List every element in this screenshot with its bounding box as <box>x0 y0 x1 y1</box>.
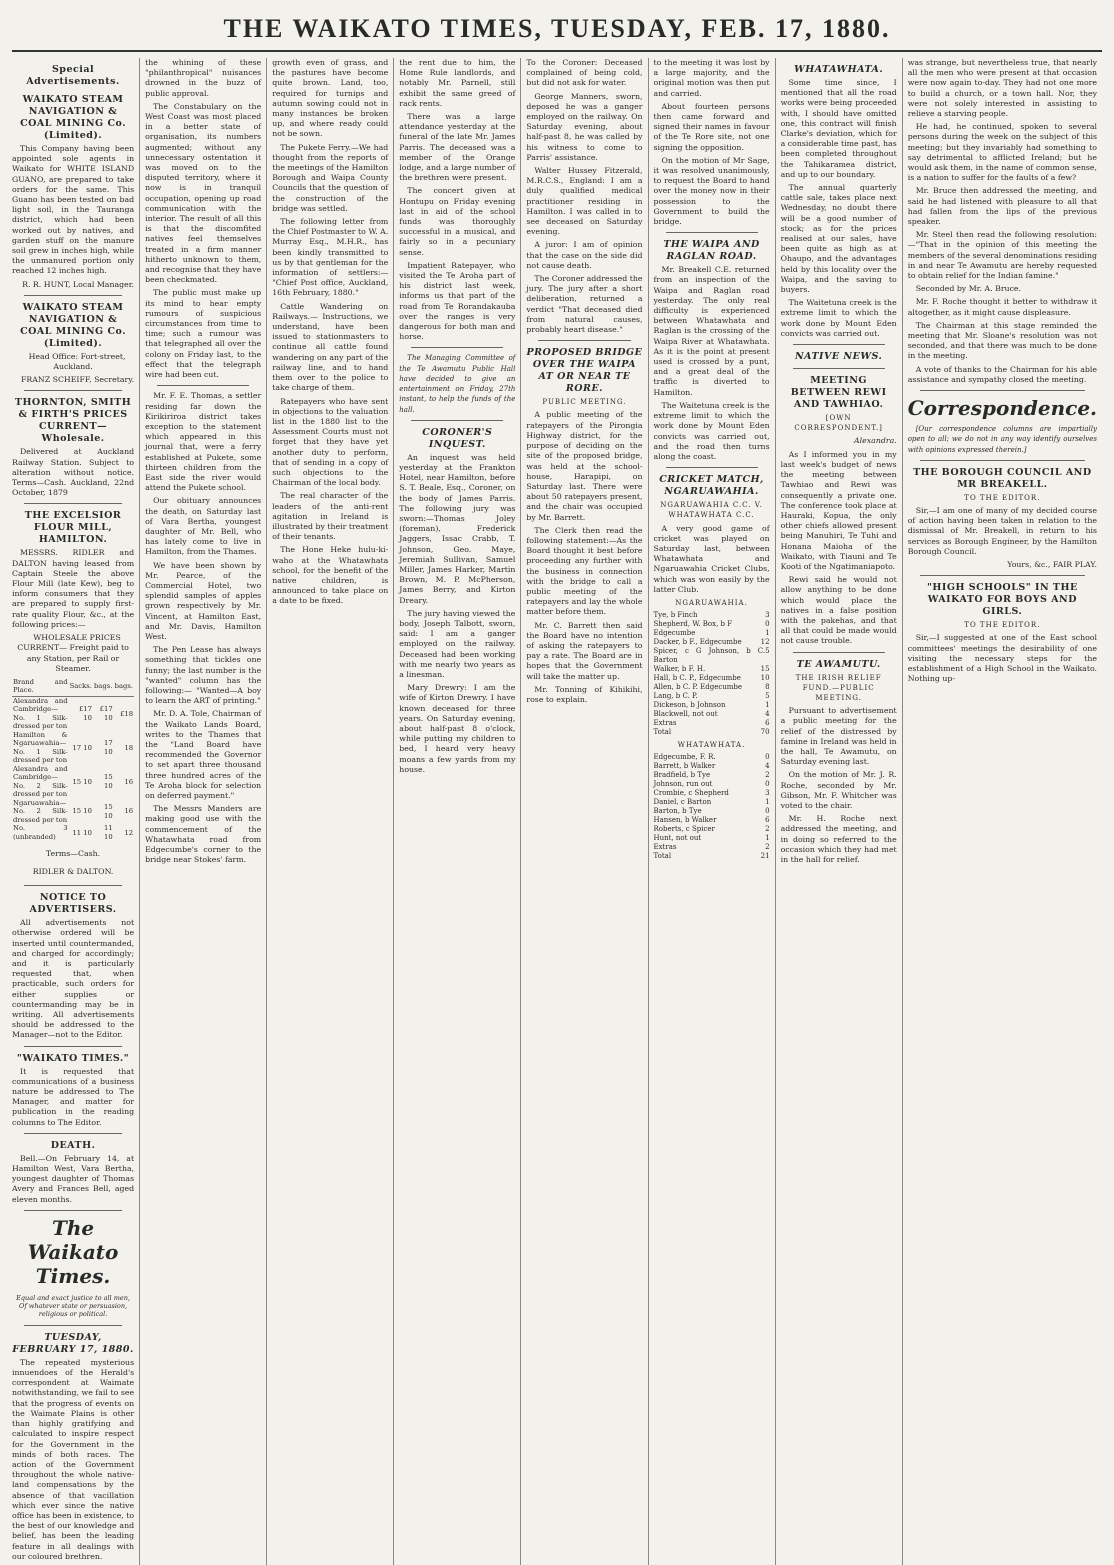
notice-title: "WAIKATO TIMES." <box>16 1052 130 1064</box>
divider <box>24 1210 122 1211</box>
batsman: Blackwell, not out <box>653 710 718 719</box>
article-paragraph: To the Coroner: Deceased complained of being cold, but did not ask for water. <box>526 58 643 88</box>
correspondence-note: [Our correspondence columns are impartially open to all; we do not in any way identify ourselves with opinions expressed therein.] <box>907 425 1097 454</box>
divider <box>920 390 1085 391</box>
runs: 10 <box>760 674 770 683</box>
letter-to: TO THE EDITOR. <box>964 621 1041 630</box>
score-row <box>654 852 770 861</box>
scorecard <box>654 611 770 737</box>
runs: 0 <box>765 620 770 629</box>
runs: 1 <box>765 629 770 638</box>
article-paragraph: the whining of these "philanthropical" nuisances drowned in the buzz of public approval. <box>145 58 262 98</box>
score-row <box>654 816 770 825</box>
batsman: Allen, b C. P. Edgecumbe <box>653 683 743 692</box>
score-row <box>654 665 770 674</box>
batsman: Crombie, c Shepherd <box>653 789 729 798</box>
table-cell: Alexandra and Cambridge—No. 1 Silk-dressed per ton <box>13 696 68 731</box>
batsman: Walker, b F. H. <box>653 665 706 674</box>
article-paragraph: An inquest was held yesterday at the Frankton Hotel, near Hamilton, before S. T. Beale, Esq., Coroner, on the body of James Parris. The following jury was sworn:—Thomas Joley (foreman), Frederick Jaggers, Issac Crabb, T. Johnson, Geo. Maye, Jeremiah Sullivan, Samuel Miller, James Harker, Martin Brown, M. P. McPherson, James Berry, and Kirton Dreary. <box>399 452 516 605</box>
article-paragraph: Mr. C. Barrett then said the Board have no intention of asking the ratepayers to pay a rate. The Board are in hopes that the Government will take the matter up. <box>526 620 643 681</box>
price-table-heading: Brand and Place. <box>13 677 68 695</box>
table-cell: £17 10 <box>99 705 113 722</box>
scorecard <box>654 753 770 861</box>
cricket-title: CRICKET MATCH, NGARUAWAHIA. <box>659 474 764 498</box>
letter-title: "HIGH SCHOOLS" IN THE WAIKATO FOR BOYS AND GIRLS. <box>926 582 1078 618</box>
letter-text: Sir,—I am one of many of my decided course of action having been taken in relation to the dismissal of Mr. Breakell, in return to his services as Borough Engineer, by the Hamilton Borough Council. <box>907 505 1097 556</box>
motto: Equal and exact justice to all men, Of whatever state or persuasion, religious or political. <box>16 1294 130 1319</box>
table-row <box>12 765 134 799</box>
article-paragraph: Mr. Breakell C.E. returned from an inspection of the Waipa and Raglan road yesterday. The only real difficulty is experienced between Whatawhata and Raglan is the crossing of the Waipa River at Whatawhata. As it is the point at present used is crossed by a punt, and a great deal of the traffic is diverted to Hamilton. <box>653 265 770 397</box>
leader-article: The repeated mysterious innuendoes of the Herald's correspondent at Waimate notwithstanding, we fail to see that the progress of events on the Waimate Plains is other than highly gratifying and calculated to inspire respect for the Government in the minds of both races. The action of the Government throughout the whole native-land compensations by the absence of that vacillation which ever since the native office has been in existence, to the best of our knowledge and belief, has been the leading feature in all dealings with our coloured brethren. <box>12 1357 135 1561</box>
runs: 4 <box>765 762 770 771</box>
table-cell: 15 10 <box>104 803 113 820</box>
batsman: Roberts, c Spicer <box>653 825 715 834</box>
extras-label: Extras <box>653 719 677 728</box>
article-paragraph: The Waitetuna creek is the extreme limit to which the work done by Mount Eden convicts was carried out, and the road then turns along the coast. <box>653 400 770 461</box>
team-heading: NGARUAWAHIA. <box>675 598 748 607</box>
score-row <box>654 825 770 834</box>
article-paragraph: to the meeting it was lost by a large majority, and the original motion was then put and carried. <box>653 58 770 98</box>
bridge-subtitle: PUBLIC MEETING. <box>542 398 627 407</box>
table-cell: 12 <box>124 828 134 837</box>
column-3 <box>266 58 393 1565</box>
te-awamutu-title: TE AWAMUTU. <box>796 658 881 670</box>
divider <box>666 467 758 468</box>
total-label: Total <box>653 852 672 861</box>
inquest-title: CORONER'S INQUEST. <box>422 426 493 450</box>
score-row <box>654 834 770 843</box>
table-row <box>12 731 134 765</box>
ad-signature: FRANZ SCHEIFF, Secretary. <box>21 375 135 385</box>
article-paragraph: The jury having viewed the body, Joseph Talbott, sworn, said: I am a ganger employed on the railway. Deceased had been working with me nearly two years as a linesman. <box>399 608 516 679</box>
score-row <box>654 710 770 719</box>
article-paragraph: As I informed you in my last week's budget of news the meeting between Tawhiao and Rewi was consequently a private one. The conference took place at Hauraki, Kopua, the only other chiefs allowed present being Manuhiri, Te Tuhi and Honana Maioha of the Waikato, with Tiauni and Te Kooti of the Ngatimaniapoto. <box>780 449 897 571</box>
section-header: Special Advertisements. <box>26 64 120 87</box>
score-row <box>654 789 770 798</box>
column-7 <box>775 58 902 1565</box>
batsman: Hall, b C. P., Edgecumbe <box>653 674 741 683</box>
score-row <box>654 807 770 816</box>
column-5 <box>520 58 647 1565</box>
letter-text: Sir,—I suggested at one of the East school committees' meetings the desirability of one visiting the necessary steps for the establishment of a High School in the Waikato. Nothing up- <box>907 633 1097 684</box>
article-paragraph: George Manners, sworn, deposed he was a ganger employed on the railway. On Saturday evening, about half-past 8, he was called by his witness to come to Parris' assistance. <box>526 91 643 162</box>
total-runs: 70 <box>760 728 770 737</box>
runs: 8 <box>765 683 770 692</box>
masthead: THE WAIKATO TIMES, TUESDAY, FEB. 17, 1880. <box>223 14 891 43</box>
score-row <box>654 647 770 665</box>
divider <box>538 340 630 341</box>
article-paragraph: The Constabulary on the West Coast was most placed in a better state of organisation, its numbers augmented; without any unnecessary ostentation it was moved on to the disputed territory, where it now is in tranquil occupation, opening up road communication with the interior. The result of all this is that the discomfited natives feel themselves treated in a firm manner hitherto unknown to them, and recognise that they have been checkmated. <box>145 101 262 285</box>
article-paragraph: On the motion of Mr Sage, it was resolved unanimously, to request the Board to hand over the money now in their possession to the Government to build the bridge. <box>653 155 770 227</box>
table-cell: 16 <box>124 807 134 816</box>
article-paragraph: was strange, but nevertheless true, that nearly all the men who were present at that occasion were now again to-day. They had not one more to build a church, or a town hall. Nor, they were not solely interested in assisting to relieve a starving people. <box>907 58 1097 119</box>
divider <box>24 1133 122 1134</box>
score-row <box>654 692 770 701</box>
letter-to: TO THE EDITOR. <box>964 493 1041 502</box>
runs: 6 <box>765 719 770 728</box>
article-paragraph: Rewi said he would not allow anything to be done which would place the natives in a false position with the pakehas, and that all that could be made would not cause trouble. <box>780 575 897 646</box>
divider <box>24 885 122 886</box>
score-row <box>654 701 770 710</box>
article-paragraph: He had, he continued, spoken to several persons during the week on the subject of this meeting; but they invariably had something to say detrimental to afflicted Ireland; but he would ask them, in the name of common sense, is a nation to suffer for the faults of a few? <box>907 122 1097 183</box>
column-8 <box>902 58 1102 1565</box>
notice-italic: The Managing Committee of the Te Awamutu Public Hall have decided to give an entertainment on Friday, 27th instant, to help the funds of the hall. <box>399 354 516 414</box>
ad-text: Delivered at Auckland Railway Station. Subject to alteration without notice. Terms—Cash. Auckland, 22nd October, 1879 <box>12 447 135 498</box>
batsman: Lang, b C. P. <box>653 692 698 701</box>
table-row <box>12 799 134 825</box>
column-2 <box>139 58 266 1565</box>
ad-title: WAIKATO STEAM NAVIGATION & COAL MINING Co. (Limited). <box>20 94 127 141</box>
correspondence-title: Correspondence. <box>907 396 1097 421</box>
runs: 1 <box>765 834 770 843</box>
cricket-subtitle: NGARUAWAHIA C.C. V. WHATAWHATA C.C. <box>660 501 763 520</box>
divider <box>24 1325 122 1326</box>
total-label: Total <box>653 728 672 737</box>
article-paragraph: growth even of grass, and the pastures have become quite brown. Land, too, required for turnips and autumn sowing could not in many instances be broken up, and where ready could not be sown. <box>272 58 389 139</box>
ad-title: THORNTON, SMITH & FIRTH'S PRICES CURRENT—Wholesale. <box>14 397 132 445</box>
article-paragraph: The concert given at Hontupu on Friday evening last in aid of the school funds was thoroughly successful in a musical, and fairly so in a pecuniary sense. <box>399 186 516 257</box>
waipa-title: THE WAIPA AND RAGLAN ROAD. <box>663 239 760 263</box>
batsman: Barrett, b Walker <box>653 762 716 771</box>
article-paragraph: A juror: I am of opinion that the case on the side did not cause death. <box>526 240 643 270</box>
notice-title: NOTICE TO ADVERTISERS. <box>29 892 117 916</box>
runs: 6 <box>765 816 770 825</box>
article-paragraph: Seconded by Mr. A. Bruce. <box>915 284 1022 294</box>
batsman: Edgecumbe <box>653 629 696 638</box>
article-paragraph: Mr. Tonning of Kihikihi, rose to explain. <box>526 684 643 704</box>
whatawhata-title: WHATAWHATA. <box>794 64 884 75</box>
notice-text: All advertisements not otherwise ordered will be inserted until countermanded, and charged for accordingly; and it is particularly requested that, when practicable, such orders for either supplies or countermanding may be in writing. All advertisements should be addressed to the Manager—not to the Editor. <box>12 918 135 1040</box>
article-paragraph: A public meeting of the ratepayers of the Pirongia Highway district, for the purpose of deciding on the site of the proposed bridge, was held at the school-house, Harapipi, on Saturday last. There were about 50 ratepayers present, and the chair was occupied by Mr. Barrett. <box>526 410 643 522</box>
article-paragraph: The Coroner addressed the jury. The jury after a short deliberation, returned a verdict "That deceased died from natural causes, probably heart disease." <box>526 274 643 335</box>
article-paragraph: Our obituary announces the death, on Saturday last of Vara Bertha, youngest daughter of Mr. Bell, who has lately come to live in Hamilton, from the Thames. <box>145 496 262 557</box>
divider <box>411 420 503 421</box>
batsman: Hansen, b Walker <box>653 816 717 825</box>
table-cell: 15 10 <box>72 807 92 816</box>
ad-title: WAIKATO STEAM NAVIGATION & COAL MINING Co. (Limited). <box>20 301 127 349</box>
article-paragraph: The Clerk then read the following statement:—As the Board thought it best before proceeding any further with the business in connection with the bridge to call a public meeting of the ratepayers and lay the whole matter before them. <box>526 525 643 617</box>
table-row <box>12 824 134 841</box>
score-row <box>654 674 770 683</box>
article-paragraph: On the motion of Mr. J. R. Roche, seconded by Mr. Gibson, Mr. F. Whitcher was voted to the chair. <box>780 770 897 810</box>
divider <box>666 232 758 233</box>
table-cell: Alexandra and Cambridge—No. 2 Silk-dressed per ton <box>13 764 68 799</box>
article-paragraph: Mary Drewry: I am the wife of Kirton Drewry. I have known deceased for three years. On Saturday evening, about half-past 8 o'clock, while putting my children to bed, I heard very heavy moans a few yards from my house. <box>399 683 516 774</box>
article-paragraph: Pursuant to advertisement a public meeting for the relief of the distressed by famine in Ireland was held in the hall, Te Awamutu, on Saturday evening last. <box>780 706 897 767</box>
death-notice: Bell.—On February 14, at Hamilton West, Vara Bertha, youngest daughter of Thomas Avery and Frances Bell, aged eleven months. <box>12 1153 135 1204</box>
article-paragraph: The Chairman at this stage reminded the meeting that Mr. Sloane's resolution was not seconded, and that there was much to be done in the meeting. <box>907 320 1097 361</box>
divider <box>411 347 503 348</box>
runs: 0 <box>765 780 770 789</box>
article-paragraph: Mr. Steel then read the following resolution:—"That in the opinion of this meeting the members of the several denominations residing in and near Te Awamutu are hereby requested to obtain relief for the Indian famine." <box>907 230 1097 281</box>
table-cell: 18 <box>124 743 134 752</box>
ad-signature: RIDLER & DALTON. <box>32 867 114 877</box>
runs: 2 <box>765 825 770 834</box>
price-table-heading: bags. <box>93 677 114 697</box>
extras-label: Extras <box>653 843 677 852</box>
score-row <box>654 780 770 789</box>
score-row <box>654 620 770 629</box>
divider <box>793 652 885 653</box>
batsman: Shepherd, W. Box, b F <box>653 620 733 629</box>
article-paragraph: Mr. F. E. Thomas, a settler residing far down the Kirikiriroa district takes exception to the statement which appeared in this journal that, were a ferry established at Pukete, some thirteen children from the East side the river would attend the Pukete school. <box>145 391 262 493</box>
ad-title: THE EXCELSIOR FLOUR MILL, HAMILTON. <box>24 510 122 546</box>
article-paragraph: The Pukete Ferry.—We had thought from the reports of the meetings of the Hamilton Borough and Waipa County Councils that the question of the construction of the bridge was settled. <box>272 142 389 213</box>
batsman: Tye, b Finch <box>653 611 698 620</box>
article-paragraph: The annual quarterly cattle sale, takes place next Wednesday, no doubt there will be a good number of stock; as for the prices realised at our sales, have been quite as high as at Ohaupo, and the advantages held by this locality over the Waipa, and the saving to buyers. <box>780 183 897 295</box>
score-row <box>654 683 770 692</box>
runs: 12 <box>760 638 770 647</box>
total-runs: 21 <box>760 852 770 861</box>
runs: 0 <box>765 807 770 816</box>
score-row <box>654 611 770 620</box>
batsman: Dickeson, b Johnson <box>653 701 726 710</box>
place-line: Alexandra. <box>854 436 897 446</box>
score-row <box>654 728 770 737</box>
batsman: Edgecumbe, F. R. <box>653 753 716 762</box>
article-paragraph: Walter Hussey Fitzerald, M.R.C.S., England: I am a duly qualified medical practitioner residing in Hamilton. I was called in to see deceased on Saturday evening. <box>526 166 643 237</box>
article-paragraph: We have been shown by Mr. Pearce, of the Commercial Hotel, two splendid samples of apples grown respectively by Mr. Vincent, at Hamilton East, and Mr. Davis, Hamilton West. <box>145 560 262 641</box>
article-paragraph: The real character of the leaders of the anti-rent agitation in Ireland is illustrated by their treatment of their tenants. <box>272 491 389 542</box>
article-paragraph: Cattle Wandering on Railways.— Instructions, we understand, have been issued to stationmasters to continue all cattle found wandering on any part of the railway line, and to hand them over to the police to take charge of them. <box>272 301 389 393</box>
batsman: Barton, b Tye <box>653 807 702 816</box>
ad-text: Terms—Cash. <box>45 849 101 859</box>
batsman: Dacker, b F., Edgecumbe <box>653 638 742 647</box>
article-paragraph: About fourteen persons then came forward and signed their names in favour of the Te Rore site, not one signing the opposition. <box>653 101 770 152</box>
article-paragraph: Ratepayers who have sent in objections to the valuation list in the 1880 list to the Assessment Courts must not forget that they have yet another duty to perform, that of sending in a copy of such objections to the Chairman of the local body. <box>272 396 389 488</box>
divider <box>920 575 1085 576</box>
masthead-rule <box>12 50 1102 52</box>
price-table-header <box>12 677 134 697</box>
table-cell: £18 <box>120 709 134 718</box>
article-paragraph: The Hone Heke hulu-ki-waho at the Whatawhata school, for the benefit of the native children, is announced to take place on a date to be fixed. <box>272 545 389 606</box>
article-paragraph: The Messrs Manders are making good use with the commencement of the Whatawhata road from Edgecumbe's corner to the bridge near Stokes' farm. <box>145 804 262 865</box>
divider <box>24 503 122 504</box>
table-row <box>12 696 134 731</box>
column-4 <box>393 58 520 1565</box>
table-cell: 15 10 <box>104 773 113 790</box>
score-row <box>654 638 770 647</box>
batsman: Hunt, not out <box>653 834 702 843</box>
score-row <box>654 771 770 780</box>
paper-title: The Waikato Times. <box>27 1215 119 1288</box>
runs: 1 <box>765 701 770 710</box>
divider <box>24 390 122 391</box>
ad-text: MESSRS. RIDLER and DALTON having leased from Captain Steele the above Flour Mill (late Kew), beg to inform consumers that they are prepared to supply first-rate quality Flour, &c., at the following prices:— <box>12 548 135 629</box>
table-cell: 15 10 <box>72 777 92 786</box>
batsman: Spicer, c G Johnson, b C. Barton <box>653 647 766 665</box>
bridge-title: PROPOSED BRIDGE OVER THE WAIPA AT OR NEAR TE RORE. <box>526 347 643 395</box>
score-row <box>654 843 770 852</box>
ad-signature: R. R. HUNT, Local Manager. <box>22 279 135 289</box>
article-paragraph: The public must make up its mind to hear empty rumours of suspicious circumstances from time to time; such a rumour was that telegraphed all over the colony on Friday last, to the effect that the telegraph wire had been cut. <box>145 288 262 380</box>
article-paragraph: The Waitetuna creek is the extreme limit to which the work done by Mount Eden convicts was carried out. <box>780 298 897 338</box>
article-paragraph: the rent due to him, the Home Rule landlords, and notably Mr. Parnell, still exhibit the same greed of rack rents. <box>399 58 516 108</box>
runs: 3 <box>765 789 770 798</box>
batsman: Johnson, run out <box>653 780 713 789</box>
runs: 2 <box>765 843 770 852</box>
team-heading: WHATAWHATA. <box>677 741 746 750</box>
article-paragraph: Mr. H. Roche next addressed the meeting, and in doing so referred to the occasion which they had met in the hall for relief. <box>780 814 897 864</box>
score-row <box>654 719 770 728</box>
divider <box>24 1046 122 1047</box>
runs: 1 <box>765 798 770 807</box>
article-paragraph: The following letter from the Chief Postmaster to W. A. Murray Esq., M.H.R., has been kindly transmitted to us by that gentleman for the information of settlers:— "Chief Post office, Auckland, 16th February, 1880." <box>272 217 389 298</box>
batsman: Bradfield, b Tye <box>653 771 711 780</box>
table-cell: 16 <box>124 777 134 786</box>
table-cell: 17 10 <box>104 739 113 756</box>
article-paragraph: Mr. Bruce then addressed the meeting, and said he had listened with pleasure to all that had fallen from the lips of the previous speaker. <box>907 186 1097 227</box>
article-paragraph: A vote of thanks to the Chairman for his able assistance and sympathy closed the meeting. <box>907 364 1097 384</box>
runs: 5 <box>765 692 770 701</box>
famine-subtitle: THE IRISH RELIEF FUND.—PUBLIC MEETING. <box>795 673 882 702</box>
ad-text: WHOLESALE PRICES CURRENT— Freight paid to any Station, per Rail or Steamer. <box>17 633 129 673</box>
ad-text: Head Office: Fort-street, Auckland. <box>28 351 126 372</box>
price-table-heading: Sacks. <box>69 677 93 697</box>
table-cell: 17 10 <box>72 743 92 752</box>
runs: 2 <box>765 771 770 780</box>
price-table <box>12 677 134 842</box>
dateline: TUESDAY, FEBRUARY 17, 1880. <box>12 1331 134 1355</box>
article-paragraph: The Pen Lease has always something that tickles one funny; the last number is the "wanted" column has the following:— "Wanted—A boy to learn the ART of printing." <box>145 645 262 706</box>
runs: 15 <box>760 665 770 674</box>
table-cell: Hamilton & Ngaruawahia—No. 1 Silk-dressed per ton <box>13 730 68 765</box>
table-cell: Ngaruawahia—No. 2 Silk-dressed per ton <box>13 798 68 824</box>
divider <box>920 460 1085 461</box>
article-paragraph: A very good game of cricket was played on Saturday last, between Whatawhata and Ngaruawahia Cricket Clubs, which was won easily by the latter Club. <box>653 523 770 594</box>
batsman: Daniel, c Barton <box>653 798 712 807</box>
divider <box>793 368 885 369</box>
divider <box>157 385 249 386</box>
column-1 <box>12 58 139 1565</box>
letter-signature: Yours, &c., FAIR PLAY. <box>1007 559 1097 569</box>
column-6 <box>648 58 775 1565</box>
article-paragraph: Mr. D. A. Tole, Chairman of the Waikato Lands Board, writes to the Thames that the "Land Board have recommended the Governor to set apart three thousand three hundred acres of the Te Aroha block for selection on deferred payment." <box>145 709 262 801</box>
runs: 5 <box>765 647 770 656</box>
article-paragraph: Some time since, I mentioned that all the road works were being proceeded with, I should have omitted one, this contract will finish Clarke's deviation, which for a considerable time past, has been completed throughout the Tahikaramea district, and up to our boundary. <box>780 78 897 179</box>
column-grid <box>12 58 1102 1561</box>
score-row <box>654 762 770 771</box>
score-row <box>654 798 770 807</box>
article-paragraph: There was a large attendance yesterday at the funeral of the late Mr. James Parris. The deceased was a member of the Orange lodge, and a large number of the brethren were present. <box>399 112 516 183</box>
article-paragraph: Mr. F. Roche thought it better to withdraw it altogether, as it might cause displeasure. <box>907 297 1097 317</box>
table-cell: No. 3 (unbranded) <box>13 824 68 841</box>
letter-title: THE BOROUGH COUNCIL AND MR BREAKELL. <box>913 466 1092 490</box>
death-title: DEATH. <box>50 1139 96 1151</box>
notice-text: It is requested that communications of a business nature be addressed to The Manager, and matter for publication in the reading columns to The Editor. <box>12 1066 135 1127</box>
article-paragraph: Impatient Ratepayer, who visited the Te Aroha part of his district last week, informs us that part of the road from Te Rorandakauba over the ranges is very dangerous for both man and horse. <box>399 260 516 342</box>
score-row <box>654 753 770 762</box>
runs: 3 <box>765 611 770 620</box>
table-cell: 11 10 <box>72 828 92 837</box>
correspondent-note: [OWN CORRESPONDENT.] <box>794 414 883 433</box>
table-cell: 11 10 <box>104 824 113 841</box>
ad-text: This Company having been appointed sole agents in Waikato for WHITE ISLAND GUANO, are prepared to take orders for the same. This Guano has been tested on bad light soil, in the Tauranga district, which had been worked out by natives, and garden stuff on the manure soil grew in inches high, while the unmanured portion only reached 12 inches high. <box>12 144 135 276</box>
table-cell: £17 10 <box>78 705 92 722</box>
divider <box>24 295 122 296</box>
runs: 4 <box>765 710 770 719</box>
divider <box>793 344 885 345</box>
score-row <box>654 629 770 638</box>
runs: 0 <box>765 753 770 762</box>
native-news-title: NATIVE NEWS. <box>794 351 883 363</box>
price-table-heading: bags. <box>114 677 134 697</box>
meeting-title: MEETING BETWEEN REWI AND TAWHIAO. <box>790 375 887 411</box>
